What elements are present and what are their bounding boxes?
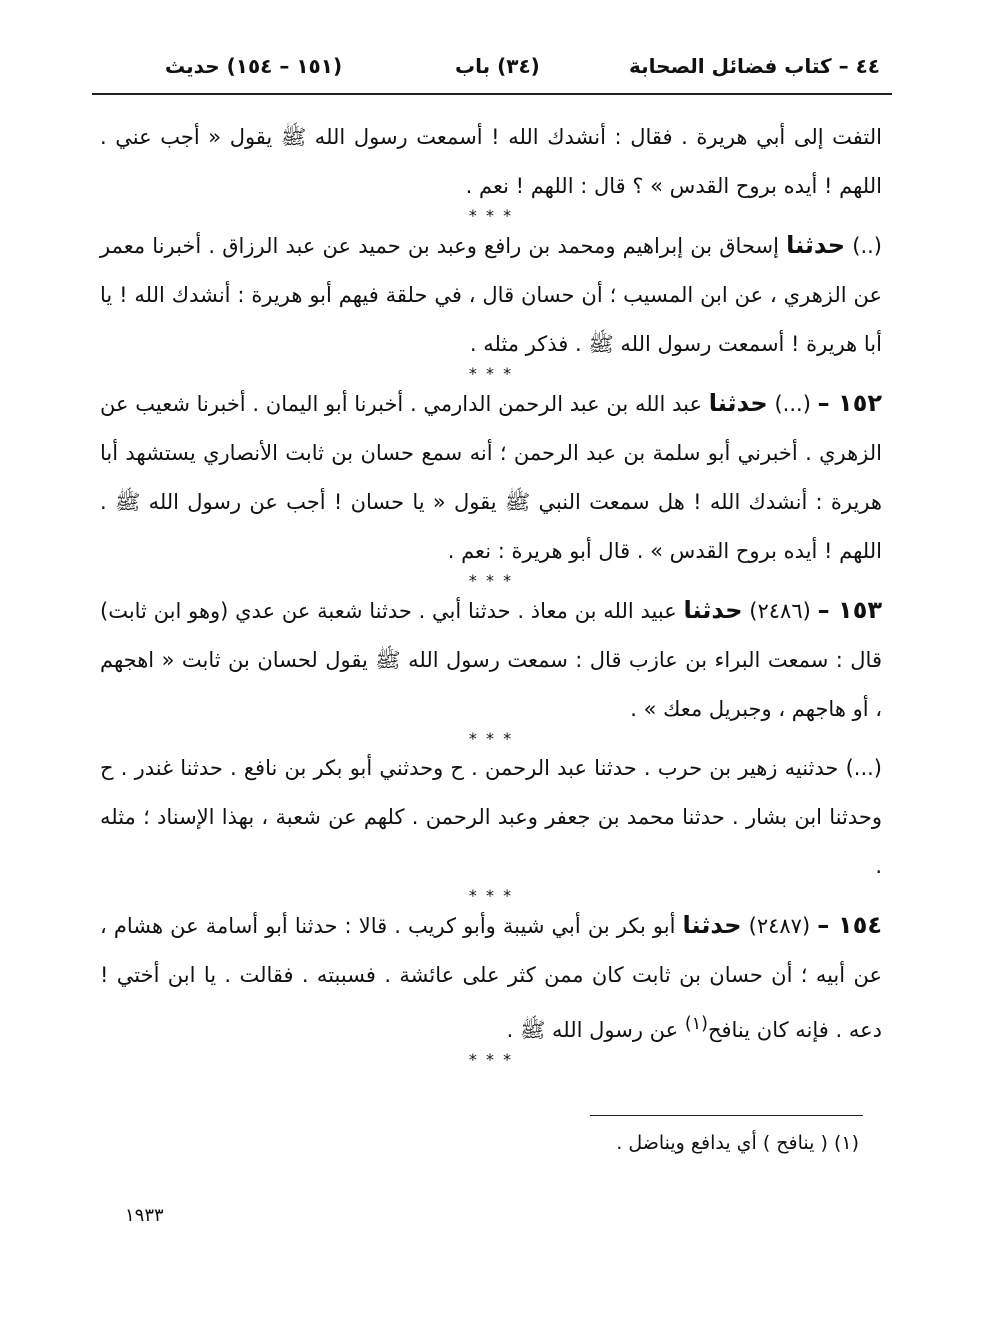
header-book-title: ٤٤ – كتاب فضائل الصحابة (629, 54, 880, 78)
hadith-154 (100, 901, 882, 1055)
section-separator: * * * (468, 729, 514, 748)
header-rule (92, 93, 892, 95)
paragraph-continuation: التفت إلى أبي هريرة . فقال : أنشدك الله ! أسمعت رسول الله ﷺ يقول « أجب عني . اللهم ! أيده بروح القدس » ؟ قال : اللهم ! نعم . (100, 125, 882, 198)
hadith-text: عبد الله بن عبد الرحمن الدارمي . أخبرنا أبو اليمان . أخبرنا شعيب عن الزهري . أخبرني أبو سلمة بن عبد الرحمن ؛ أنه سمع حسان بن ثابت الأنصاري يستشهد أبا هريرة : أنشدك الله ! هل سمعت النبي ﷺ يقول « يا حسان ! أجب عن رسول الله ﷺ . اللهم ! أيده بروح القدس » . قال أبو هريرة : نعم . (100, 392, 882, 563)
hadith-number: ١٥٢ – (817, 389, 882, 417)
section-separator: * * * (468, 206, 514, 225)
hadith-text-end: عن رسول الله ﷺ . (506, 1018, 679, 1042)
section-separator: * * * (468, 1050, 514, 1069)
hadith-152 (100, 379, 882, 576)
page-number: ١٩٣٣ (125, 1205, 164, 1226)
haddathana-word: حدثنا (682, 911, 742, 939)
hadith-text: أبو بكر بن أبي شيبة وأبو كريب . قالا : حدثنا أبو أسامة عن هشام ، عن أبيه ؛ أن حسان بن ثابت كان ممن كثر على عائشة . فسببته . فقالت . يا ابن أختي ! دعه . فإنه كان ينافح (100, 914, 882, 1042)
section-separator: * * * (468, 886, 514, 905)
header-hadith-range: (١٥١ – ١٥٤) حديث (165, 54, 343, 78)
paragraph-isnad (100, 221, 882, 369)
footnote-marker: (١) (684, 1014, 708, 1034)
haddathana-word: حدثنا (683, 596, 743, 624)
hadith-ref: (...) (774, 392, 811, 416)
hadith-text: إسحاق بن إبراهيم ومحمد بن رافع وعبد بن حميد عن عبد الرزاق . أخبرنا معمر عن الزهري ، عن ابن المسيب ؛ أن حسان قال ، في حلقة فيهم أبو هريرة : أنشدك الله ! يا أبا هريرة ! أسمعت رسول الله ﷺ . فذكر مثله . (100, 234, 882, 356)
page-body (100, 113, 883, 1069)
running-header (95, 54, 890, 90)
header-chapter: (٣٤) باب (455, 54, 540, 78)
haddathana-word: حدثنا (786, 231, 846, 259)
hadith-153 (100, 586, 882, 734)
hadith-number: ١٥٣ – (817, 596, 882, 624)
paragraph-variant-chain: (...) حدثنيه زهير بن حرب . حدثنا عبد الرحمن . ح وحدثني أبو بكر بن نافع . حدثنا غندر . ح وحدثنا ابن بشار . حدثنا محمد بن جعفر وعبد الرحمن . كلهم عن شعبة ، بهذا الإسناد ؛ مثله . (100, 756, 882, 878)
hadith-text: عبيد الله بن معاذ . حدثنا أبي . حدثنا شعبة عن عدي (وهو ابن ثابت) قال : سمعت البراء بن عازب قال : سمعت رسول الله ﷺ يقول لحسان بن ثابت « اهجهم ، أو هاجهم ، وجبريل معك » . (100, 599, 882, 721)
footnote-rule (590, 1115, 863, 1116)
section-separator: * * * (468, 364, 514, 383)
hadith-ref: (..) (852, 234, 883, 258)
hadith-ref: (٢٤٨٧) (748, 914, 811, 938)
haddathana-word: حدثنا (708, 389, 768, 417)
hadith-number: ١٥٤ – (817, 911, 882, 939)
footnote: (١) ( ينافح ) أي يدافع ويناضل . (616, 1132, 859, 1154)
section-separator: * * * (468, 571, 514, 590)
hadith-ref: (٢٤٨٦) (749, 599, 811, 623)
